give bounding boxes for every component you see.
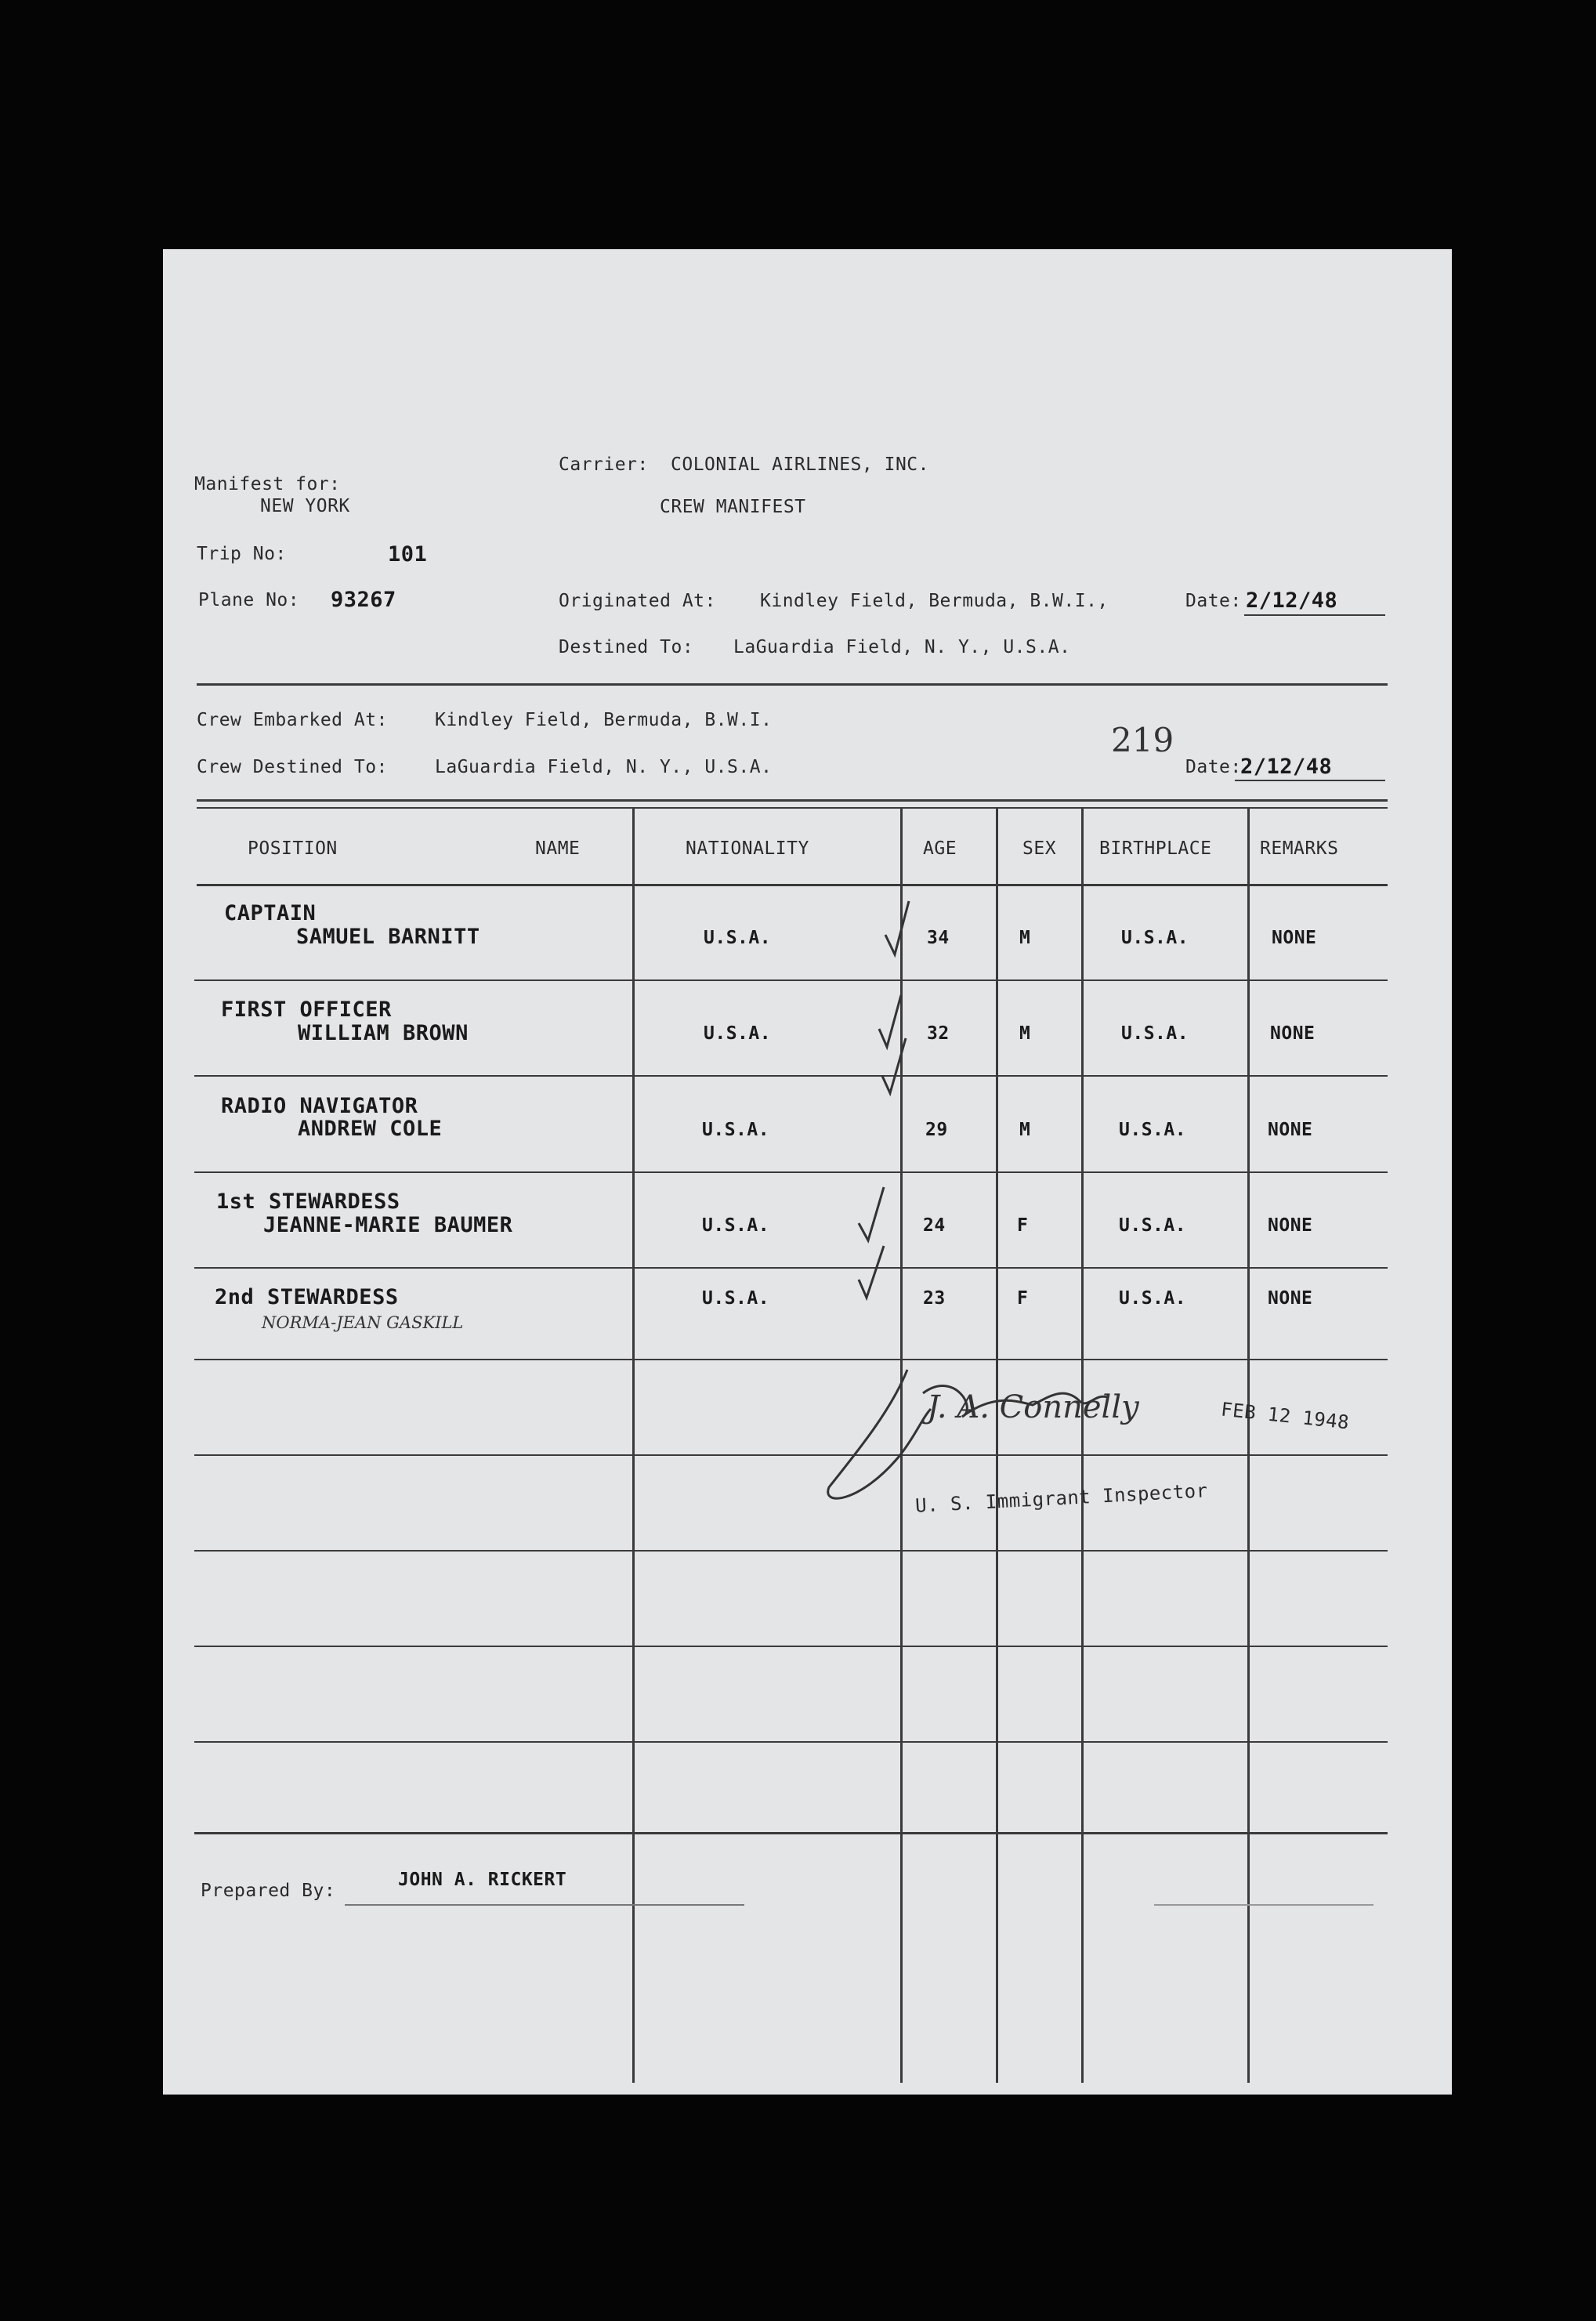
plane-value: 93267 — [331, 588, 396, 612]
header-divider — [197, 683, 1388, 686]
row-4-remarks: NONE — [1268, 1215, 1313, 1236]
row-1-birthplace: U.S.A. — [1121, 928, 1189, 948]
col-header-birthplace: BIRTHPLACE — [1099, 838, 1212, 859]
prepared-by-label: Prepared By: — [201, 1881, 336, 1901]
row-2-birthplace: U.S.A. — [1121, 1023, 1189, 1044]
checkmark-icon — [884, 900, 915, 962]
manifest-page — [163, 249, 1452, 2095]
table-top-rule-2 — [197, 807, 1388, 809]
row-3-sex: M — [1019, 1120, 1031, 1140]
row-5-remarks: NONE — [1268, 1288, 1313, 1309]
document-title: CREW MANIFEST — [660, 497, 806, 517]
row-1-sex: M — [1019, 928, 1031, 948]
crew-date-label: Date: — [1185, 757, 1242, 777]
row-2-position: FIRST OFFICER — [221, 998, 392, 1022]
plane-label: Plane No: — [198, 590, 300, 610]
crew-embarked-value: Kindley Field, Bermuda, B.W.I. — [435, 710, 773, 730]
destined-label: Destined To: — [559, 637, 694, 657]
col-header-position: POSITION — [248, 838, 338, 859]
row-5-rule — [194, 1359, 1388, 1360]
row-1-nationality: U.S.A. — [704, 928, 772, 948]
row-1-age: 34 — [927, 928, 950, 948]
row-3-remarks: NONE — [1268, 1120, 1313, 1140]
row-3-nationality: U.S.A. — [702, 1120, 770, 1140]
row-1-position: CAPTAIN — [224, 901, 317, 925]
row-5-birthplace: U.S.A. — [1119, 1288, 1187, 1309]
table-top-rule — [197, 799, 1388, 802]
crew-date-underline — [1235, 780, 1385, 781]
empty-row-rule — [194, 1454, 1388, 1456]
row-5-nationality: U.S.A. — [702, 1288, 770, 1309]
row-3-birthplace: U.S.A. — [1119, 1120, 1187, 1140]
empty-row-rule — [194, 1646, 1388, 1647]
row-4-rule — [194, 1267, 1388, 1269]
header-date-value: 2/12/48 — [1246, 588, 1338, 613]
trip-value: 101 — [388, 542, 428, 567]
originated-label: Originated At: — [559, 591, 716, 611]
stamp-inspector-title: U. S. Immigrant Inspector — [914, 1479, 1209, 1517]
row-5-sex: F — [1017, 1288, 1029, 1309]
crew-date-value: 2/12/48 — [1240, 755, 1333, 779]
row-4-age: 24 — [923, 1215, 946, 1236]
header-row-rule — [197, 884, 1388, 886]
row-4-birthplace: U.S.A. — [1119, 1215, 1187, 1236]
row-1-rule — [194, 979, 1388, 981]
row-2-sex: M — [1019, 1023, 1031, 1044]
row-5-name-handwritten: NORMA-JEAN GASKILL — [262, 1313, 464, 1332]
prepared-by-underline — [345, 1904, 744, 1906]
carrier-value: COLONIAL AIRLINES, INC. — [671, 454, 929, 475]
manifest-for-label: Manifest for: — [194, 474, 341, 494]
page-number: 219 — [1111, 721, 1174, 759]
empty-row-rule — [194, 1741, 1388, 1743]
checkmark-icon — [857, 1186, 888, 1248]
row-2-name: WILLIAM BROWN — [298, 1021, 469, 1045]
prepared-by-value: JOHN A. RICKERT — [398, 1870, 567, 1890]
signature-line — [1154, 1904, 1373, 1906]
originated-value: Kindley Field, Bermuda, B.W.I., — [760, 591, 1109, 611]
destined-value: LaGuardia Field, N. Y., U.S.A. — [733, 637, 1071, 657]
row-4-position: 1st STEWARDESS — [216, 1189, 400, 1214]
empty-row-rule — [194, 1550, 1388, 1552]
trip-label: Trip No: — [197, 544, 287, 564]
row-3-age: 29 — [925, 1120, 948, 1140]
row-2-age: 32 — [927, 1023, 950, 1044]
row-3-name: ANDREW COLE — [298, 1117, 443, 1141]
row-4-sex: F — [1017, 1215, 1029, 1236]
crew-destined-label: Crew Destined To: — [197, 757, 388, 777]
col-divider-birthplace — [1247, 807, 1250, 2083]
row-2-nationality: U.S.A. — [704, 1023, 772, 1044]
row-3-position: RADIO NAVIGATOR — [221, 1094, 418, 1118]
col-header-remarks: REMARKS — [1260, 838, 1339, 859]
col-header-name: NAME — [535, 838, 581, 859]
checkmark-icon — [881, 1037, 912, 1099]
col-header-age: AGE — [923, 838, 957, 859]
row-5-age: 23 — [923, 1288, 946, 1309]
table-bottom-rule — [194, 1832, 1388, 1834]
stamp-date: FEB 12 1948 — [1219, 1398, 1351, 1434]
crew-embarked-label: Crew Embarked At: — [197, 710, 388, 730]
checkmark-icon — [857, 1244, 888, 1307]
row-2-remarks: NONE — [1270, 1023, 1316, 1044]
col-divider-name — [632, 807, 635, 2083]
row-2-rule — [194, 1075, 1388, 1077]
col-header-nationality: NATIONALITY — [686, 838, 809, 859]
row-3-rule — [194, 1171, 1388, 1173]
carrier-label: Carrier: — [559, 454, 649, 475]
inspector-signature: J. A. Connelly — [927, 1389, 1139, 1425]
row-5-position: 2nd STEWARDESS — [215, 1285, 399, 1309]
row-1-name: SAMUEL BARNITT — [296, 925, 480, 949]
row-4-nationality: U.S.A. — [702, 1215, 770, 1236]
row-1-remarks: NONE — [1272, 928, 1317, 948]
crew-destined-value: LaGuardia Field, N. Y., U.S.A. — [435, 757, 773, 777]
header-date-underline — [1244, 614, 1385, 616]
manifest-for-value: NEW YORK — [260, 496, 350, 516]
row-4-name: JEANNE-MARIE BAUMER — [263, 1213, 513, 1237]
header-date-label: Date: — [1185, 591, 1242, 611]
col-header-sex: SEX — [1022, 838, 1057, 859]
